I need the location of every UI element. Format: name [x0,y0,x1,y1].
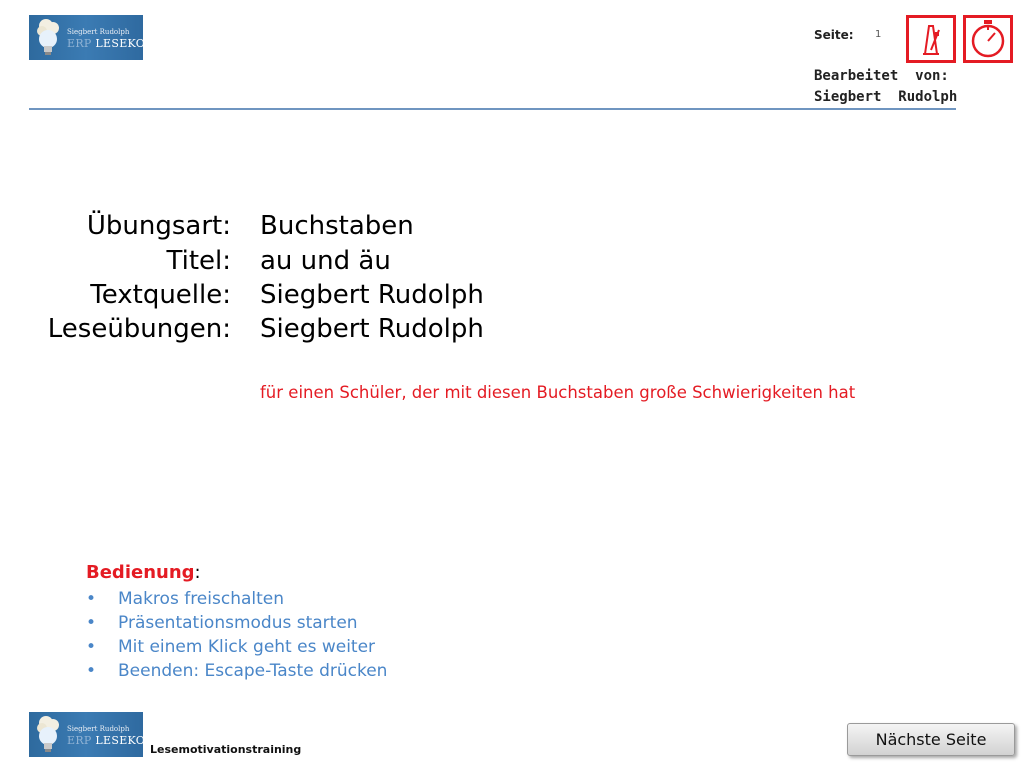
label-textquelle: Textquelle: [90,280,231,310]
value-leseuebungen: Siegbert Rudolph [260,314,484,344]
list-item: • Beenden: Escape-Taste drücken [86,661,388,681]
list-item: • Präsentationsmodus starten [86,613,358,633]
logo-small-text: Siegbert Rudolph [67,725,130,733]
logo-big-text: ERP LESEKOCH [67,734,164,747]
next-page-button[interactable]: Nächste Seite [847,723,1015,756]
instructions-title: Bedienung: [86,562,201,583]
footer-label: Lesemotivationstraining [150,743,302,756]
exercise-note: für einen Schüler, der mit diesen Buchstaben große Schwierigkeiten hat [260,383,856,402]
metronome-button[interactable] [906,15,956,63]
edited-by-label: Bearbeitet von: [814,68,949,84]
label-uebungsart: Übungsart: [86,211,231,241]
page-number: 1 [875,29,882,40]
lesekoch-logo-bottom [29,712,164,757]
list-item: • Makros freischalten [86,589,285,609]
logo-big-text: ERP LESEKOCH [67,37,164,50]
stopwatch-icon [966,18,1010,60]
stopwatch-button[interactable] [963,15,1013,63]
lesekoch-logo-top [29,15,164,60]
header-divider [29,108,956,110]
logo-small-text: Siegbert Rudolph [67,28,130,36]
instructions-list [86,587,387,683]
value-titel: au und äu [260,246,391,276]
label-titel: Titel: [166,246,231,276]
lightbulb-icon [33,17,65,58]
edited-by [814,66,957,108]
lightbulb-icon [33,714,65,755]
value-textquelle: Siegbert Rudolph [260,280,484,310]
label-leseuebungen: Leseübungen: [47,314,231,344]
edited-by-name: Siegbert Rudolph [814,89,958,105]
list-item: • Mit einem Klick geht es weiter [86,637,376,657]
page-label: Seite: [814,28,854,42]
value-uebungsart: Buchstaben [260,211,414,241]
metronome-icon [909,18,953,60]
